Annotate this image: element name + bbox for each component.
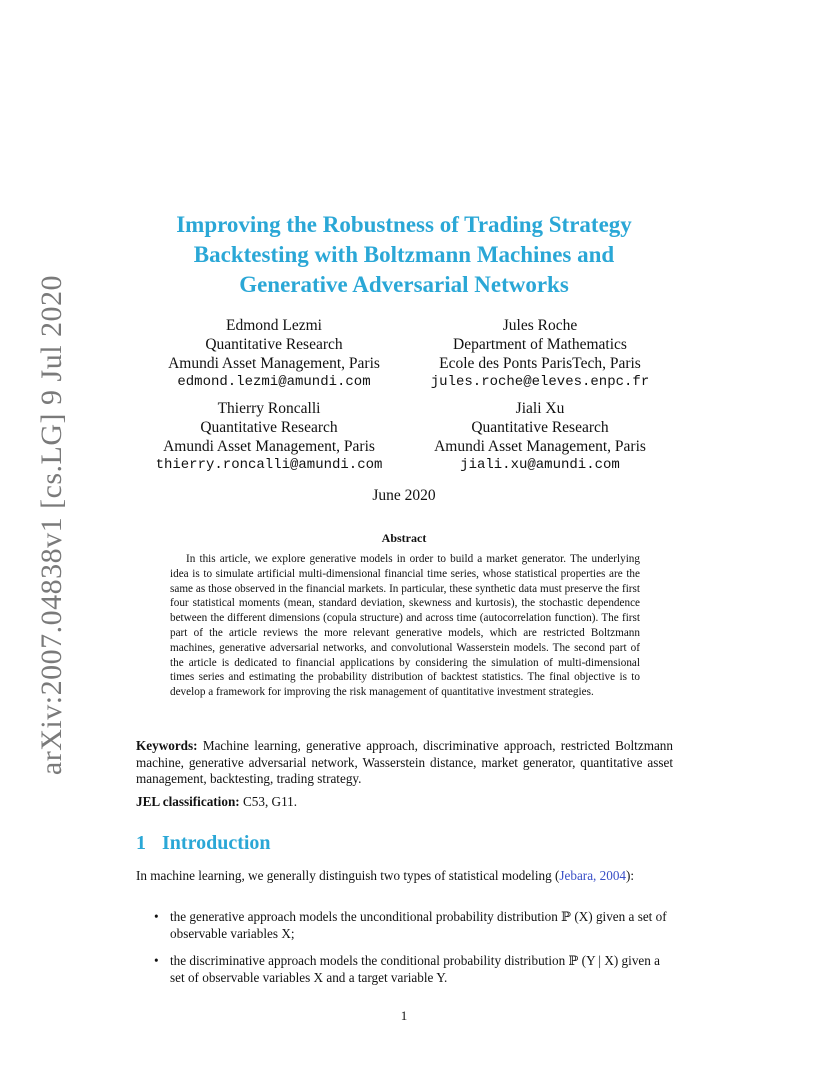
jel-label: JEL classification:: [136, 794, 240, 809]
section-title: Introduction: [162, 832, 271, 854]
author-block: [415, 399, 665, 475]
author-department: Quantitative Research: [205, 336, 343, 353]
list-item: [154, 909, 673, 942]
bullet-marker: •: [154, 953, 159, 968]
title-line-2: Backtesting with Boltzmann Machines and: [193, 242, 615, 267]
list-item-text: the discriminative approach models the conditional probability distribution ℙ (Y | X) given a set of observable variables X and a target variable Y.: [170, 953, 661, 985]
author-department: Quantitative Research: [200, 419, 338, 436]
bullet-marker: •: [154, 909, 159, 924]
abstract-text: In this article, we explore generative models in order to build a market generator. The underlying idea is to simulate artificial multi-dimensional financial time series, whose statistical properties are the same as those observed in the financial markets. In particular, these synthetic data must preserve the first four statistical moments (mean, standard deviation, skewness and kurtosis), the stochastic dependence between the different dimensions (copula structure) and across time (autocorrelation function). The first part of the article reviews the more relevant generative models, which are restricted Boltzmann machines, generative adversarial networks, and convolutional Wasserstein models. The second part of the article is dedicated to financial applications by considering the simulation of multi-dimensional times series and estimating the probability distribution of backtest statistics. The final objective is to develop a framework for improving the risk management of quantitative investment strategies.: [170, 553, 640, 699]
page-number: 1: [400, 1008, 408, 1023]
section-heading: [136, 832, 271, 855]
title-line-1: Improving the Robustness of Trading Strategy: [176, 212, 632, 237]
list-item-text: the generative approach models the unconditional probability distribution ℙ (X) given a set of observable variables X;: [170, 909, 667, 941]
author-department: Department of Mathematics: [453, 336, 627, 353]
author-affiliation: Ecole des Ponts ParisTech, Paris: [439, 355, 641, 372]
author-name: Edmond Lezmi: [226, 317, 322, 334]
keywords-label: Keywords:: [136, 738, 198, 753]
author-email[interactable]: jules.roche@eleves.enpc.fr: [430, 374, 650, 390]
intro-text-before: In machine learning, we generally distinguish two types of statistical modeling (: [136, 868, 560, 883]
publication-date: June 2020: [372, 487, 436, 504]
author-affiliation: Amundi Asset Management, Paris: [163, 438, 375, 455]
author-email[interactable]: edmond.lezmi@amundi.com: [177, 374, 371, 390]
intro-paragraph: [136, 868, 673, 885]
intro-text-after: ):: [626, 868, 635, 883]
author-block: [150, 316, 398, 392]
author-department: Quantitative Research: [471, 419, 609, 436]
jel-text: C53, G11.: [242, 794, 298, 809]
paper-title: [120, 210, 688, 300]
keywords-text: Machine learning, generative approach, discriminative approach, restricted Boltzmann machine, generative adversarial network, Wasserstein distance, market generator, quantitative asset management, backtesting, trading strategy.: [136, 738, 673, 786]
author-name: Jules Roche: [502, 317, 578, 334]
author-block: [145, 399, 393, 475]
keywords-paragraph: [136, 738, 673, 788]
abstract-heading: Abstract: [381, 531, 427, 545]
author-name: Thierry Roncalli: [217, 400, 321, 417]
arxiv-stamp: arXiv:2007.04838v1 [cs.LG] 9 Jul 2020: [35, 274, 68, 776]
title-line-3: Generative Adversarial Networks: [239, 272, 569, 297]
list-item: [154, 953, 673, 986]
section-number: 1: [136, 832, 146, 854]
author-email[interactable]: jiali.xu@amundi.com: [460, 457, 620, 473]
author-name: Jiali Xu: [515, 400, 565, 417]
author-block: [420, 316, 660, 392]
author-email[interactable]: thierry.roncalli@amundi.com: [155, 457, 383, 473]
author-affiliation: Amundi Asset Management, Paris: [168, 355, 380, 372]
jel-paragraph: [136, 794, 673, 811]
author-affiliation: Amundi Asset Management, Paris: [434, 438, 646, 455]
citation-link[interactable]: Jebara, 2004: [559, 868, 627, 883]
